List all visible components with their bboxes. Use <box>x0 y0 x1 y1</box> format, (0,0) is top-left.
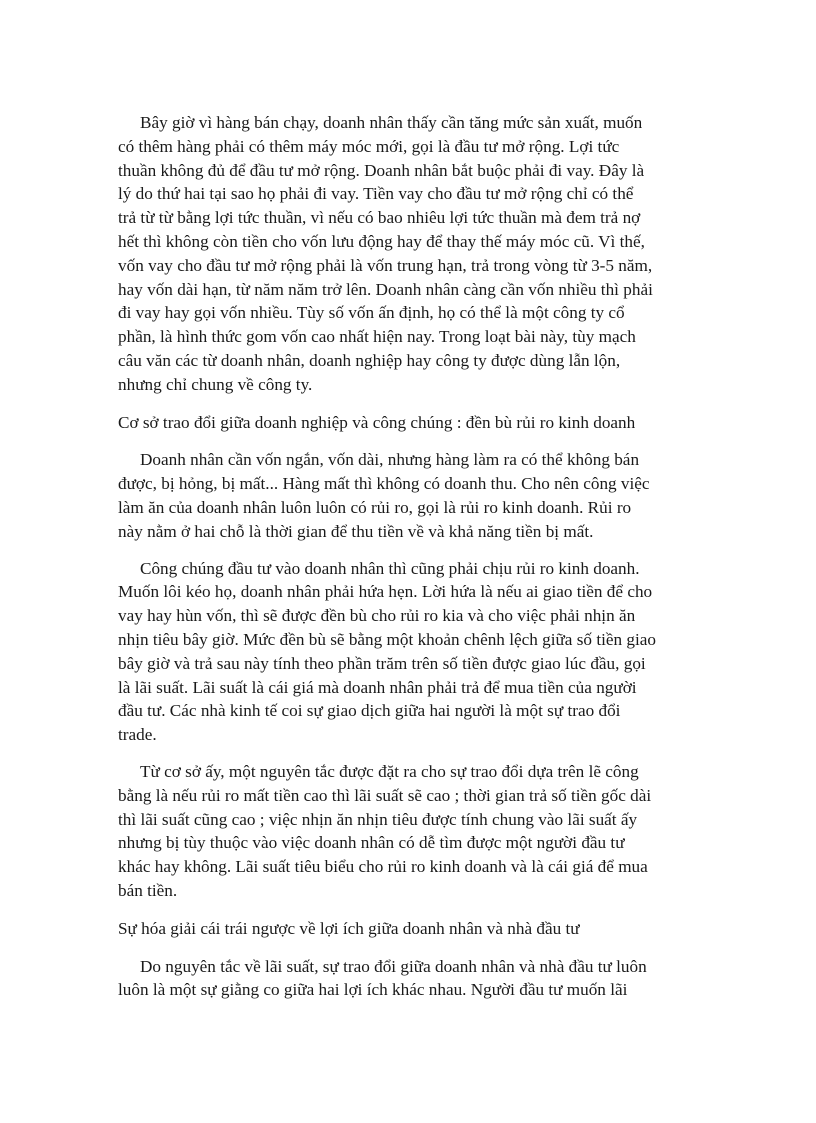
text-line: lý do thứ hai tại sao họ phải đi vay. Tiền vay cho đầu tư mở rộng chỉ có thể <box>118 184 634 204</box>
text-line: Từ cơ sở ấy, một nguyên tắc được đặt ra cho sự trao đổi dựa trên lẽ công <box>140 761 639 781</box>
document-page <box>118 111 702 1002</box>
text-line: thuần không đủ để đầu tư mở rộng. Doanh nhân bắt buộc phải đi vay. Đây là <box>118 160 645 180</box>
text-line: nhưng chỉ chung về công ty. <box>118 374 313 394</box>
text-line: Bây giờ vì hàng bán chạy, doanh nhân thấy cần tăng mức sản xuất, muốn <box>140 113 643 132</box>
paragraph-business-risk <box>118 448 702 543</box>
text-line: trade. <box>118 725 157 745</box>
text-line: là lãi suất. Lãi suất là cái giá mà doanh nhân phải trả để mua tiền của người <box>118 677 637 697</box>
text-line: phần, là hình thức gom vốn cao nhất hiện nay. Trong loạt bài này, tùy mạch <box>118 327 636 347</box>
text-line: bằng là nếu rủi ro mất tiền cao thì lãi suất sẽ cao ; thời gian trả số tiền gốc dài <box>118 785 652 805</box>
paragraph-fairness-principle <box>118 760 702 903</box>
text-line: này nằm ở hai chỗ là thời gian để thu tiền về và khả năng tiền bị mất. <box>118 521 594 541</box>
text-line: thì lãi suất cũng cao ; việc nhịn ăn nhịn tiêu được tính chung vào lãi suất ấy <box>118 809 638 829</box>
text-line: được, bị hỏng, bị mất... Hàng mất thì không có doanh thu. Cho nên công việc <box>118 474 650 494</box>
paragraph-tug-of-war <box>118 955 702 1003</box>
section-heading-reconciling-interests: Sự hóa giải cái trái ngược về lợi ích giữa doanh nhân và nhà đầu tư <box>118 918 580 938</box>
text-line: Công chúng đầu tư vào doanh nhân thì cũng phải chịu rủi ro kinh doanh. <box>140 558 640 578</box>
text-line: vay hay hùn vốn, thì sẽ được đền bù cho rủi ro kia và cho việc phải nhịn ăn <box>118 606 636 626</box>
text-line: Doanh nhân cần vốn ngắn, vốn dài, nhưng hàng làm ra có thể không bán <box>140 450 640 470</box>
text-line: đầu tư. Các nhà kinh tế coi sự giao dịch giữa hai người là một sự trao đổi <box>118 701 621 721</box>
text-line: khác hay không. Lãi suất tiêu biểu cho rủi ro kinh doanh và là cái giá để mua <box>118 857 648 877</box>
text-line: hết thì không còn tiền cho vốn lưu động hay để thay thế máy móc cũ. Vì thế, <box>118 231 645 251</box>
text-line: Do nguyên tắc về lãi suất, sự trao đổi giữa doanh nhân và nhà đầu tư luôn <box>140 956 647 976</box>
text-line: có thêm hàng phải có thêm máy móc mới, gọi là đầu tư mở rộng. Lợi tức <box>118 136 620 156</box>
text-line: Muốn lôi kéo họ, doanh nhân phải hứa hẹn. Lời hứa là nếu ai giao tiền để cho <box>118 582 653 602</box>
text-line: bây giờ và trả sau này tính theo phần trăm trên số tiền được giao lúc đầu, gọi <box>118 653 646 673</box>
section-heading-risk-compensation: Cơ sở trao đổi giữa doanh nghiệp và công chúng : đền bù rủi ro kinh doanh <box>118 412 636 432</box>
text-line: luôn là một sự giằng co giữa hai lợi ích khác nhau. Người đầu tư muốn lãi <box>118 980 628 1000</box>
text-line: nhịn tiêu bây giờ. Mức đền bù sẽ bằng một khoản chênh lệch giữa số tiền giao <box>118 629 656 649</box>
paragraph-expansion-investment <box>118 111 702 397</box>
text-line: làm ăn của doanh nhân luôn luôn có rủi ro, gọi là rủi ro kinh doanh. Rủi ro <box>118 497 632 517</box>
text-line: bán tiền. <box>118 880 178 900</box>
text-line: trả từ từ bằng lợi tức thuần, vì nếu có bao nhiêu lợi tức thuần mà đem trả nợ <box>118 208 641 228</box>
text-line: đi vay hay gọi vốn nhiều. Tùy số vốn ấn định, họ có thể là một công ty cổ <box>118 303 625 323</box>
paragraph-interest-rate <box>118 557 702 747</box>
text-line: vốn vay cho đầu tư mở rộng phải là vốn trung hạn, trả trong vòng từ 3-5 năm, <box>118 255 653 275</box>
text-line: nhưng bị tùy thuộc vào việc doanh nhân có dễ tìm được một người đầu tư <box>118 833 625 853</box>
text-line: câu văn các từ doanh nhân, doanh nghiệp hay công ty được dùng lẫn lộn, <box>118 350 621 370</box>
text-line: hay vốn dài hạn, từ năm năm trở lên. Doanh nhân càng cần vốn nhiều thì phải <box>118 279 653 299</box>
